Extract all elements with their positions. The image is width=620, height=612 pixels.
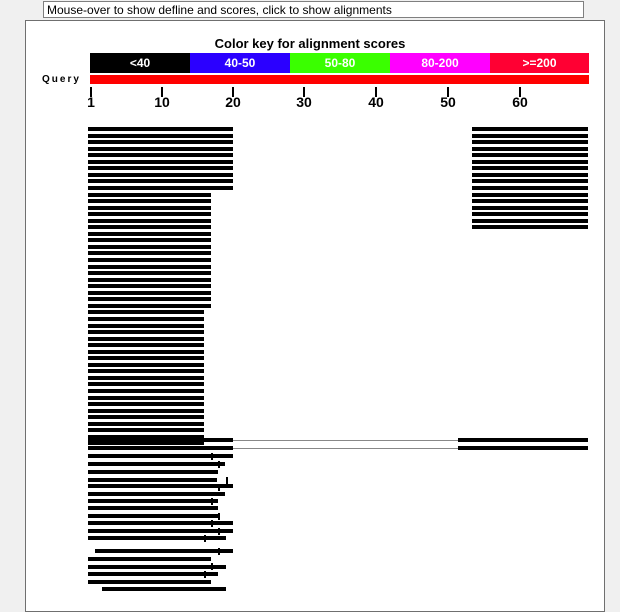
alignment-gap-line: [233, 440, 458, 441]
alignment-hit-bar[interactable]: [88, 140, 233, 144]
alignment-hit-bar[interactable]: [88, 415, 204, 419]
alignment-hit-bar[interactable]: [88, 343, 204, 347]
alignment-hit-bar[interactable]: [472, 140, 588, 144]
alignment-hit-bar[interactable]: [88, 245, 211, 249]
alignment-hit-bar[interactable]: [88, 422, 204, 426]
color-key-bin: >=200: [490, 53, 589, 73]
alignment-hit-bar[interactable]: [88, 251, 211, 255]
alignment-hit-bar[interactable]: [88, 291, 211, 295]
color-key-bin: 40-50: [190, 53, 290, 73]
alignment-hit-bar[interactable]: [88, 219, 211, 223]
alignment-mismatch-mark: [218, 513, 220, 520]
alignment-hit-bar[interactable]: [458, 438, 588, 442]
alignment-hit-bar[interactable]: [88, 153, 233, 157]
alignment-hit-bar[interactable]: [88, 478, 217, 482]
alignment-mismatch-mark: [204, 535, 206, 542]
axis-tick-label: 60: [512, 94, 528, 110]
alignment-hit-bar[interactable]: [88, 265, 211, 269]
alignment-mismatch-mark: [211, 520, 213, 527]
alignment-hit-bar[interactable]: [88, 396, 204, 400]
alignment-hit-bar[interactable]: [472, 193, 588, 197]
alignment-hit-bar[interactable]: [88, 193, 211, 197]
alignment-hit-bar[interactable]: [472, 206, 588, 210]
alignment-hit-bar[interactable]: [88, 363, 204, 367]
alignment-hit-bar[interactable]: [88, 557, 211, 561]
query-label: Query: [42, 74, 81, 85]
alignment-mismatch-mark: [218, 548, 220, 555]
alignment-hit-bar[interactable]: [88, 134, 233, 138]
alignment-hit-bar[interactable]: [88, 470, 218, 474]
color-key-bin: 80-200: [390, 53, 490, 73]
alignment-hit-bar[interactable]: [472, 134, 588, 138]
alignment-hit-bar[interactable]: [88, 492, 225, 496]
alignment-hit-bar[interactable]: [88, 238, 211, 242]
alignment-hit-bar[interactable]: [88, 438, 233, 442]
alignment-hit-bar[interactable]: [88, 166, 233, 170]
axis-tick-label: 40: [368, 94, 384, 110]
alignment-hit-bar[interactable]: [102, 587, 226, 591]
alignment-hit-bar[interactable]: [88, 271, 211, 275]
axis-tick-label: 20: [225, 94, 241, 110]
alignment-hit-bar[interactable]: [88, 310, 204, 314]
alignment-hit-bar[interactable]: [472, 127, 588, 131]
alignment-hit-bar[interactable]: [88, 297, 211, 301]
alignment-hit-bar[interactable]: [88, 147, 233, 151]
alignment-mismatch-mark: [218, 528, 220, 535]
alignment-mismatch-mark: [211, 498, 213, 505]
alignment-gap-line: [233, 448, 458, 449]
alignment-mismatch-mark: [218, 484, 220, 491]
alignment-hit-bar[interactable]: [472, 199, 588, 203]
alignment-hit-bar[interactable]: [88, 389, 204, 393]
color-key-bin: 50-80: [290, 53, 390, 73]
alignment-hit-bar[interactable]: [88, 565, 226, 569]
alignment-hit-bar[interactable]: [472, 186, 588, 190]
alignment-hit-bar[interactable]: [88, 324, 204, 328]
axis-tick-label: 30: [296, 94, 312, 110]
axis-tick-label: 10: [154, 94, 170, 110]
alignment-hit-bar[interactable]: [88, 484, 233, 488]
alignment-hit-bar[interactable]: [88, 206, 211, 210]
color-key-title: Color key for alignment scores: [214, 36, 406, 51]
alignment-hit-bar[interactable]: [88, 160, 233, 164]
alignment-mismatch-mark: [226, 477, 228, 484]
alignment-hit-bar[interactable]: [95, 549, 233, 553]
axis-tick-label: 50: [440, 94, 456, 110]
alignment-hit-bar[interactable]: [88, 225, 211, 229]
alignment-hit-bar[interactable]: [88, 186, 233, 190]
alignment-hit-bar[interactable]: [88, 402, 204, 406]
alignment-mismatch-mark: [204, 571, 206, 578]
alignment-hit-bar[interactable]: [472, 173, 588, 177]
alignment-mismatch-mark: [211, 563, 213, 570]
alignment-hit-bar[interactable]: [88, 173, 233, 177]
alignment-hit-bar[interactable]: [88, 514, 218, 518]
alignment-hit-bar[interactable]: [88, 356, 204, 360]
color-key-bin: <40: [90, 53, 190, 73]
alignment-hit-bar[interactable]: [88, 212, 211, 216]
alignment-hit-bar[interactable]: [88, 382, 204, 386]
alignment-hit-bar[interactable]: [88, 580, 211, 584]
alignment-hit-bar[interactable]: [88, 506, 218, 510]
alignment-hit-bar[interactable]: [88, 258, 211, 262]
alignment-hit-bar[interactable]: [458, 446, 588, 450]
alignment-mismatch-mark: [218, 461, 220, 468]
alignment-hit-bar[interactable]: [472, 153, 588, 157]
alignment-hit-bar[interactable]: [88, 428, 204, 432]
alignment-hit-bar[interactable]: [88, 446, 233, 450]
alignment-hit-bar[interactable]: [88, 499, 218, 503]
alignment-hit-bar[interactable]: [472, 225, 588, 229]
alignment-hit-bar[interactable]: [472, 212, 588, 216]
alignment-hit-bar[interactable]: [88, 369, 204, 373]
alignment-hit-bar[interactable]: [88, 337, 204, 341]
alignment-hit-bar[interactable]: [472, 160, 588, 164]
status-message-box: Mouse-over to show defline and scores, click to show alignments: [43, 1, 584, 18]
alignment-hit-bar[interactable]: [472, 147, 588, 151]
alignment-hit-bar[interactable]: [88, 232, 211, 236]
alignment-hit-bar[interactable]: [88, 199, 211, 203]
alignment-hit-bar[interactable]: [88, 330, 204, 334]
query-bar: [90, 75, 589, 84]
alignment-hit-bar[interactable]: [472, 179, 588, 183]
alignment-hit-bar[interactable]: [88, 462, 225, 466]
alignment-hit-bar[interactable]: [472, 166, 588, 170]
axis-tick-label: 1: [87, 94, 95, 110]
alignment-mismatch-mark: [211, 453, 213, 460]
alignment-hit-bar[interactable]: [88, 127, 233, 131]
alignment-hit-bar[interactable]: [88, 304, 211, 308]
alignment-hit-bar[interactable]: [88, 284, 211, 288]
alignment-hit-bar[interactable]: [88, 179, 233, 183]
alignment-hit-bar[interactable]: [88, 278, 211, 282]
alignment-hit-bar[interactable]: [88, 409, 204, 413]
alignment-hit-bar[interactable]: [88, 572, 218, 576]
alignment-hit-bar[interactable]: [88, 350, 204, 354]
alignment-hit-bar[interactable]: [88, 376, 204, 380]
alignment-hit-bar[interactable]: [88, 317, 204, 321]
alignment-hit-bar[interactable]: [472, 219, 588, 223]
alignment-hit-bar[interactable]: [88, 529, 233, 533]
